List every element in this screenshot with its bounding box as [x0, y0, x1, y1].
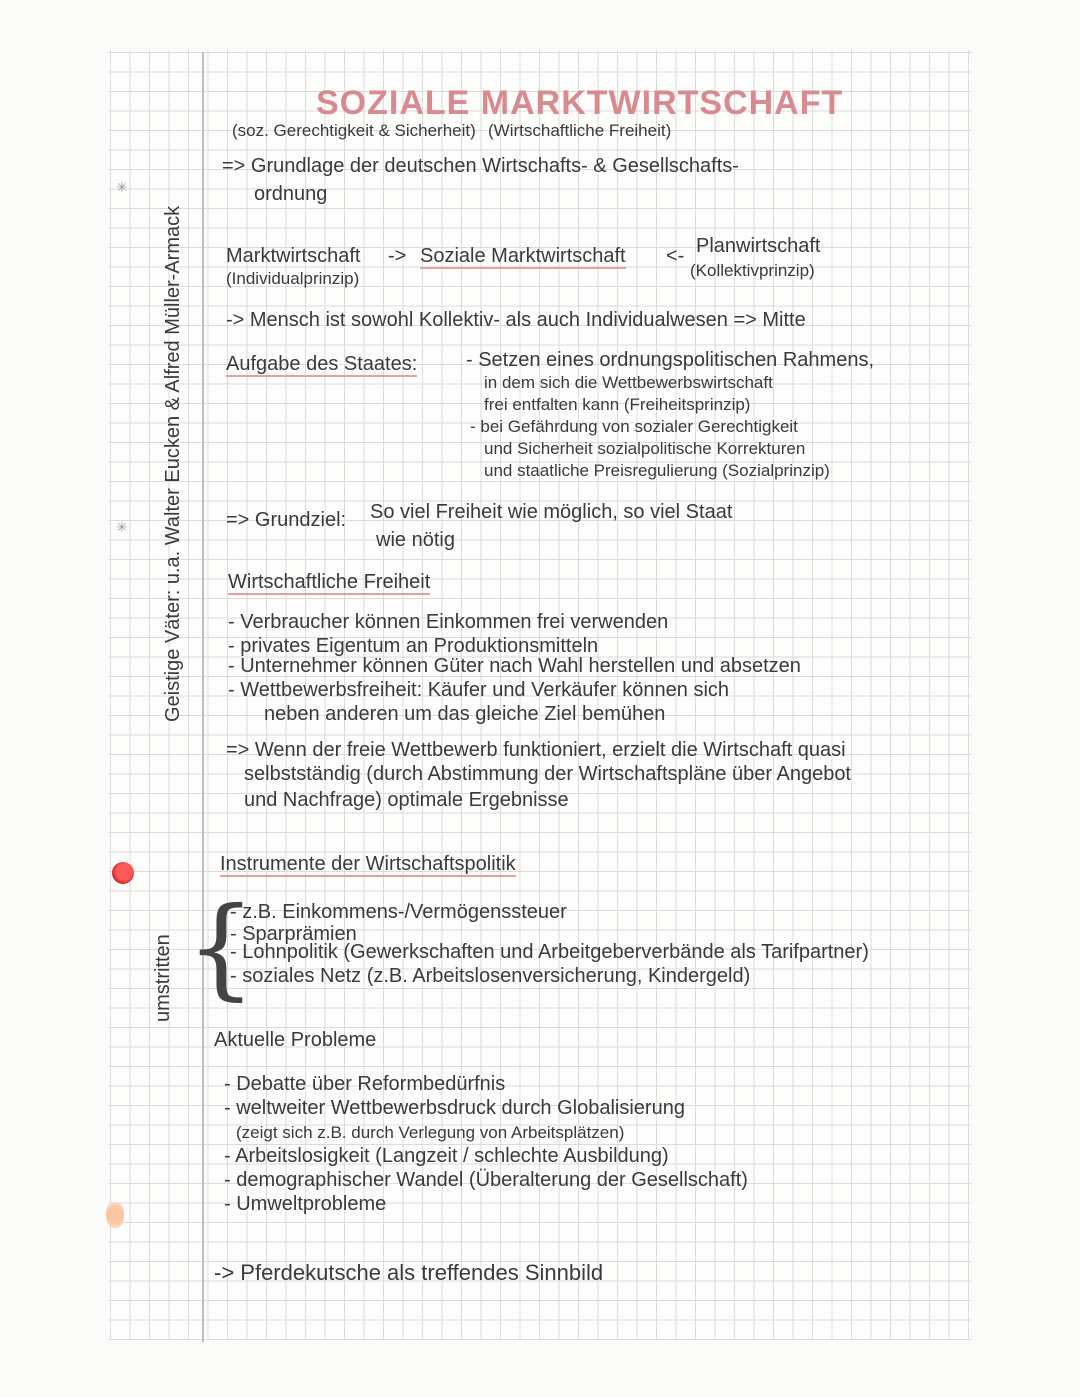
punch-hole-peach: [106, 1202, 124, 1228]
problem-item: - Arbeitslosigkeit (Langzeit / schlechte Ausbildung): [224, 1145, 669, 1167]
side-brace: {: [186, 883, 256, 1011]
human-line: -> Mensch ist sowohl Kollektiv- als auch Individualwesen => Mitte: [226, 309, 806, 331]
model-market: Marktwirtschaft: [226, 245, 361, 267]
state-task-label: Aufgabe des Staates:: [226, 353, 418, 375]
freedom-item: neben anderen um das gleiche Ziel bemühen: [264, 703, 666, 725]
freedom-item: - privates Eigentum an Produktionsmitteln: [228, 635, 599, 657]
page-margin-top: [0, 0, 1080, 50]
problem-item: (zeigt sich z.B. durch Verlegung von Arbeitsplätzen): [236, 1123, 625, 1142]
instrument-item: - Lohnpolitik (Gewerkschaften und Arbeitgeberverbände als Tarifpartner): [230, 941, 869, 963]
freedom-item: - Wettbewerbsfreiheit: Käufer und Verkäufer können sich: [228, 679, 730, 701]
freedom-conclusion: => Wenn der freie Wettbewerb funktioniert, erzielt die Wirtschaft quasi: [226, 739, 846, 761]
punch-hole-red: [112, 862, 134, 884]
state-task-line: und Sicherheit sozialpolitische Korrekturen: [484, 439, 806, 458]
freedom-conclusion: und Nachfrage) optimale Ergebnisse: [244, 789, 569, 811]
page-title: SOZIALE MARKTWIRTSCHAFT: [316, 84, 844, 122]
problem-item: - demographischer Wandel (Überalterung der Gesellschaft): [224, 1169, 748, 1191]
instrument-item: - soziales Netz (z.B. Arbeitslosenversicherung, Kindergeld): [230, 965, 751, 987]
problem-item: - Umweltprobleme: [224, 1193, 387, 1215]
problem-item: - weltweiter Wettbewerbsdruck durch Globalisierung: [224, 1097, 685, 1119]
state-task-line: - bei Gefährdung von sozialer Gerechtigkeit: [470, 417, 798, 436]
punch-hole-mark: ✳: [116, 180, 128, 196]
freedom-item: - Unternehmer können Güter nach Wahl herstellen und absetzen: [228, 655, 801, 677]
state-task-line: - Setzen eines ordnungspolitischen Rahmens,: [466, 349, 875, 371]
basis-line-1: => Grundlage der deutschen Wirtschafts- & Gesellschafts-: [222, 155, 739, 177]
problems-heading: Aktuelle Probleme: [214, 1029, 377, 1051]
instrument-item: - z.B. Einkommens-/Vermögenssteuer: [230, 901, 567, 923]
model-planned-sub: (Kollektivprinzip): [690, 261, 815, 280]
freedom-heading: Wirtschaftliche Freiheit: [228, 571, 431, 593]
page-margin-left: [0, 0, 108, 1397]
problem-item: - Debatte über Reformbedürfnis: [224, 1073, 506, 1095]
instrument-item: - Sparprämien: [230, 923, 357, 945]
goal-line-2: wie nötig: [376, 529, 455, 551]
model-planned: Planwirtschaft: [696, 235, 821, 257]
side-note-disputed: umstritten: [152, 934, 174, 1022]
arrow-right-icon: ->: [388, 245, 407, 267]
goal-prefix: => Grundziel:: [226, 509, 347, 531]
freedom-item: - Verbraucher können Einkommen frei verwenden: [228, 611, 669, 633]
side-note-fathers: Geistige Väter: u.a. Walter Eucken & Alfred Müller-Armack: [162, 205, 184, 722]
model-market-sub: (Individualprinzip): [226, 269, 360, 288]
closing-line: -> Pferdekutsche als treffendes Sinnbild: [214, 1260, 604, 1285]
punch-hole-mark: ✳: [116, 520, 128, 536]
subtitle-left: (soz. Gerechtigkeit & Sicherheit): [232, 121, 476, 140]
model-social: Soziale Marktwirtschaft: [420, 245, 626, 267]
state-task-line: und staatliche Preisregulierung (Sozialprinzip): [484, 461, 830, 480]
subtitle-right: (Wirtschaftliche Freiheit): [488, 121, 672, 140]
margin-line: [202, 52, 204, 1342]
arrow-left-icon: <-: [666, 245, 685, 267]
page-margin-right: [972, 0, 1080, 1397]
page-margin-bottom: [0, 1340, 1080, 1397]
freedom-conclusion: selbstständig (durch Abstimmung der Wirtschaftspläne über Angebot: [244, 763, 851, 785]
instruments-heading: Instrumente der Wirtschaftspolitik: [220, 853, 516, 875]
state-task-line: frei entfalten kann (Freiheitsprinzip): [484, 395, 751, 414]
basis-line-2: ordnung: [254, 183, 328, 205]
goal-line-1: So viel Freiheit wie möglich, so viel Staat: [370, 501, 733, 523]
state-task-line: in dem sich die Wettbewerbswirtschaft: [484, 373, 773, 392]
